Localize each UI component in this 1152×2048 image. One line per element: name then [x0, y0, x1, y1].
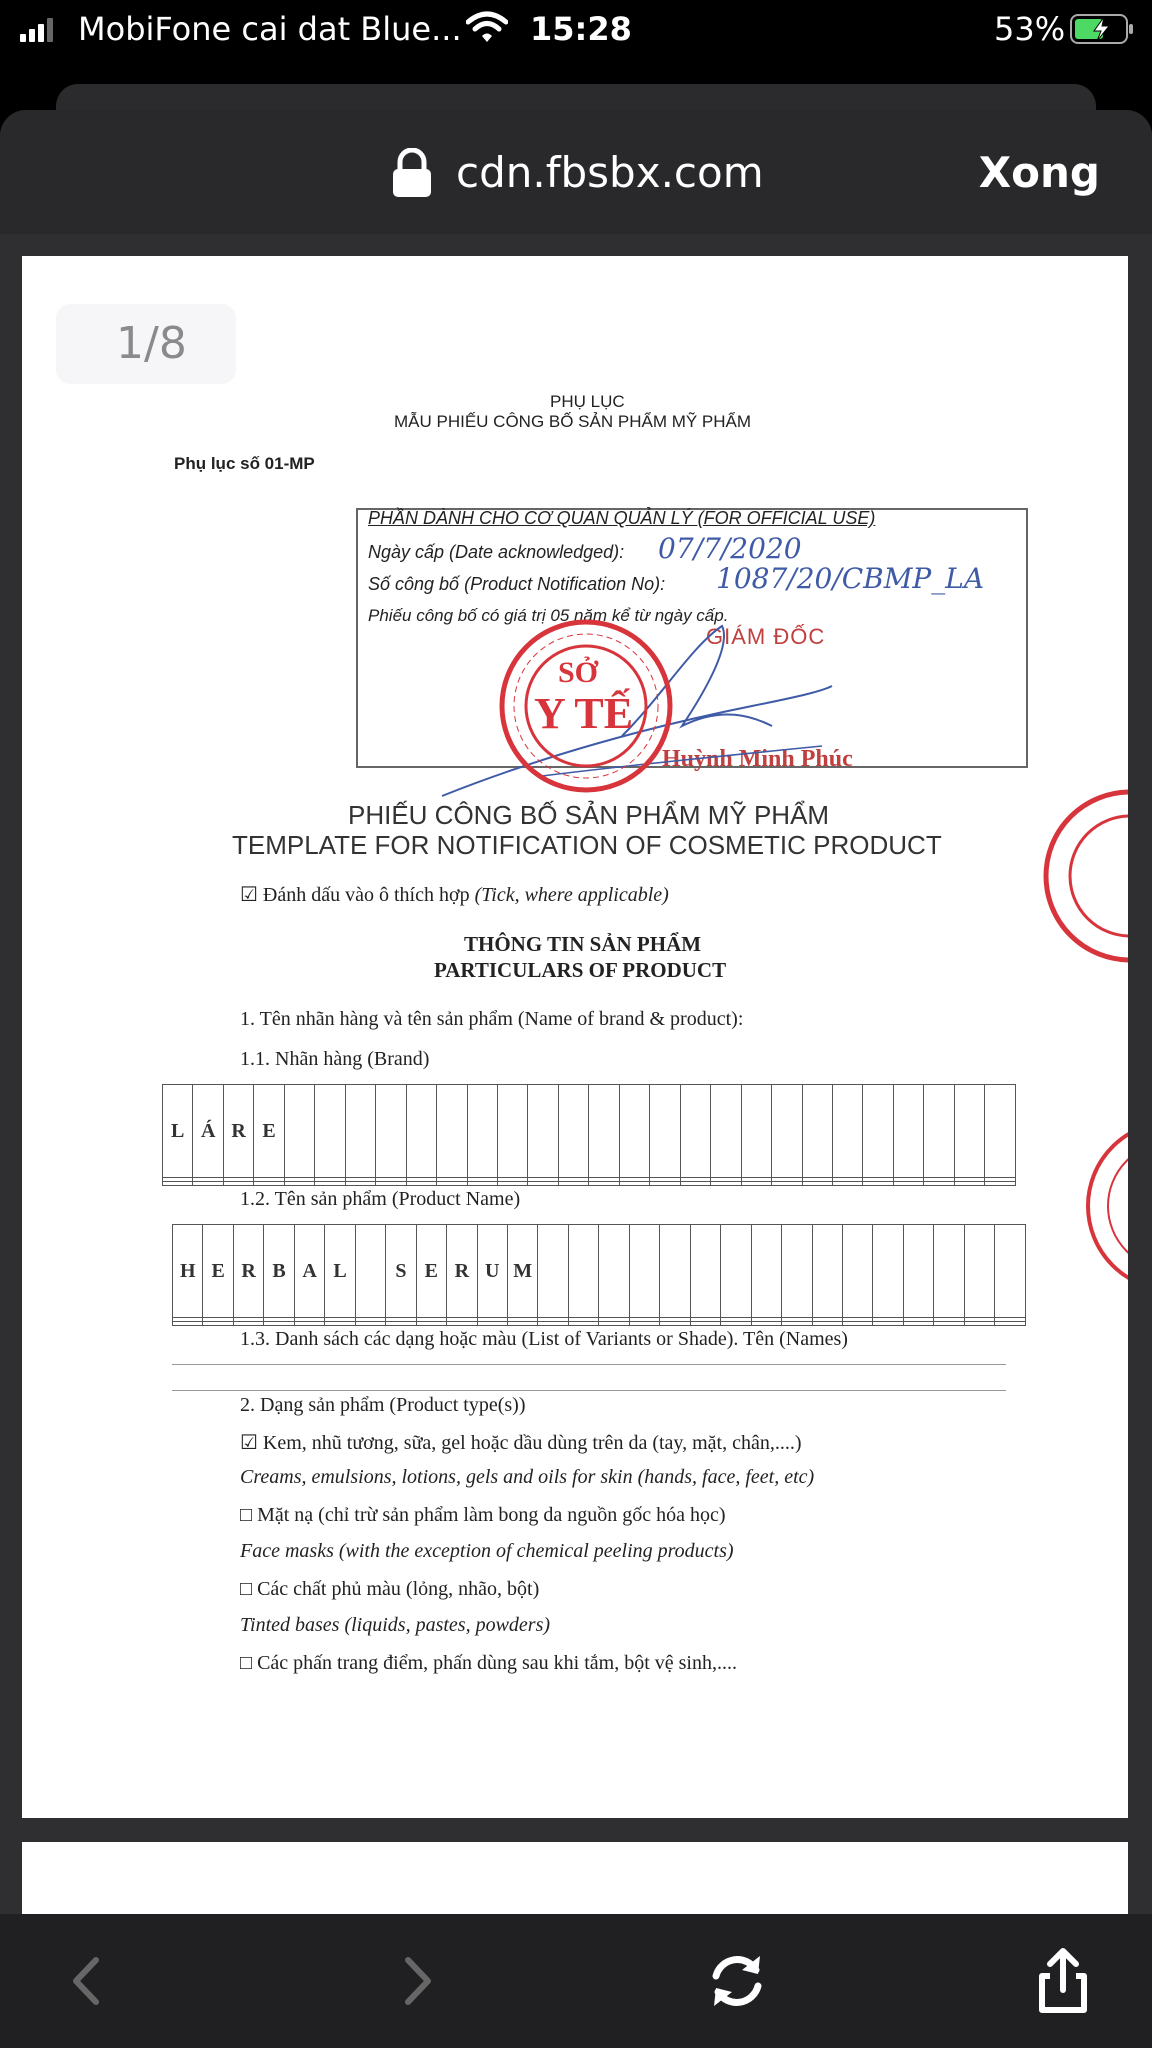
address-bar [0, 110, 1152, 234]
grid-cell [782, 1322, 812, 1326]
grid-cell [406, 1085, 436, 1178]
grid-cell [437, 1085, 467, 1178]
grid-cell [203, 1322, 233, 1326]
grid-cell [650, 1182, 680, 1186]
question-1-1: 1.1. Nhãn hàng (Brand) [240, 1048, 430, 1070]
question-1: 1. Tên nhãn hàng và tên sản phẩm (Name of brand & product): [240, 1008, 744, 1030]
variants-line-2 [172, 1390, 1006, 1391]
grid-cell [558, 1085, 588, 1178]
grid-cell: U [477, 1225, 507, 1318]
grid-cell: R [233, 1225, 263, 1318]
grid-cell [345, 1085, 375, 1178]
notification-number-label: Số công bố (Product Notification No): [368, 574, 666, 594]
grid-cell [386, 1322, 416, 1326]
question-2: 2. Dạng sản phẩm (Product type(s)) [240, 1394, 526, 1416]
notification-number-value: 1087/20/CBMP_LA [716, 562, 985, 595]
grid-cell [934, 1225, 964, 1318]
grid-cell [497, 1085, 527, 1178]
appendix-title: PHỤ LỤC [550, 392, 625, 411]
type-4-vi: □ Các phấn trang điểm, phấn dùng sau khi tắm, bột vệ sinh,.... [240, 1652, 737, 1674]
tick-note-en: (Tick, where applicable) [474, 884, 669, 906]
grid-cell [751, 1225, 781, 1318]
tick-note [240, 882, 669, 907]
grid-cell [163, 1182, 193, 1186]
grid-cell [690, 1322, 720, 1326]
grid-cell [802, 1085, 832, 1178]
grid-cell [680, 1085, 710, 1178]
grid-cell [893, 1085, 923, 1178]
grid-cell [376, 1085, 406, 1178]
grid-cell [995, 1322, 1026, 1326]
grid-row [173, 1322, 1026, 1326]
grid-cell [376, 1182, 406, 1186]
grid-cell [437, 1182, 467, 1186]
type-3-vi: □ Các chất phủ màu (lỏng, nhão, bột) [240, 1578, 540, 1600]
battery-charging-icon [1070, 14, 1134, 44]
grid-cell [721, 1225, 751, 1318]
grid-cell: Á [193, 1085, 223, 1178]
type-1-en: Creams, emulsions, lotions, gels and oils for skin (hands, face, feet, etc) [240, 1466, 815, 1488]
grid-cell [954, 1182, 984, 1186]
pdf-page [22, 256, 1128, 1818]
grid-cell [558, 1182, 588, 1186]
wifi-icon [466, 10, 508, 44]
grid-cell: L [325, 1225, 355, 1318]
grid-cell [863, 1182, 893, 1186]
grid-cell [589, 1182, 619, 1186]
grid-cell [315, 1085, 345, 1178]
grid-cell [528, 1085, 558, 1178]
grid-cell [812, 1225, 842, 1318]
grid-cell: L [163, 1085, 193, 1178]
grid-cell [995, 1225, 1026, 1318]
grid-cell [832, 1182, 862, 1186]
grid-cell [589, 1085, 619, 1178]
grid-cell [812, 1322, 842, 1326]
grid-cell [477, 1322, 507, 1326]
date-acknowledged-value: 07/7/2020 [658, 532, 802, 565]
grid-cell [873, 1225, 903, 1318]
grid-cell: B [264, 1225, 294, 1318]
grid-cell [619, 1182, 649, 1186]
grid-cell [507, 1322, 537, 1326]
grid-cell [284, 1085, 314, 1178]
grid-cell [741, 1085, 771, 1178]
grid-cell [751, 1322, 781, 1326]
grid-cell [934, 1322, 964, 1326]
grid-cell [954, 1085, 984, 1178]
question-1-2: 1.2. Tên sản phẩm (Product Name) [240, 1188, 521, 1210]
grid-row [163, 1182, 1016, 1186]
grid-cell [660, 1225, 690, 1318]
appendix-number: Phụ lục số 01-MP [174, 454, 315, 473]
done-button[interactable]: Xong [978, 148, 1100, 197]
grid-cell [345, 1182, 375, 1186]
grid-cell [223, 1182, 253, 1186]
grid-row [163, 1085, 1016, 1178]
type-1-vi: ☑ Kem, nhũ tương, sữa, gel hoặc dầu dùng trên da (tay, mặt, chân,....) [240, 1432, 802, 1454]
grid-cell [233, 1322, 263, 1326]
status-bar [0, 0, 1152, 60]
grid-cell [873, 1322, 903, 1326]
grid-cell [782, 1225, 812, 1318]
grid-cell: E [254, 1085, 284, 1178]
grid-cell [325, 1322, 355, 1326]
form-title-en: TEMPLATE FOR NOTIFICATION OF COSMETIC PRODUCT [232, 830, 942, 860]
carrier-name: MobiFone cai dat Blue... [78, 10, 462, 48]
pdf-page-next [22, 1842, 1128, 1922]
grid-cell [416, 1322, 446, 1326]
grid-cell [497, 1182, 527, 1186]
back-arrow-icon[interactable] [52, 1946, 122, 2016]
grid-cell: R [447, 1225, 477, 1318]
variants-line-1 [172, 1364, 1006, 1365]
clock: 15:28 [530, 10, 632, 48]
grid-cell [711, 1182, 741, 1186]
grid-cell [528, 1182, 558, 1186]
grid-cell: H [173, 1225, 203, 1318]
grid-cell: M [507, 1225, 537, 1318]
partial-stamp-right-lower [1082, 1116, 1128, 1296]
grid-cell [772, 1182, 802, 1186]
bottom-toolbar [0, 1914, 1152, 2048]
cellular-signal-icon [20, 18, 54, 42]
product-character-grid [172, 1224, 1026, 1326]
grid-cell [355, 1322, 385, 1326]
share-icon[interactable] [1028, 1946, 1098, 2016]
grid-cell [863, 1085, 893, 1178]
grid-cell [315, 1182, 345, 1186]
grid-cell [650, 1085, 680, 1178]
grid-cell [254, 1182, 284, 1186]
lock-icon [390, 148, 434, 198]
appendix-subtitle: MẪU PHIẾU CÔNG BỐ SẢN PHẨM MỸ PHẨM [394, 412, 752, 431]
date-acknowledged-label: Ngày cấp (Date acknowledged): [368, 542, 625, 562]
grid-cell [903, 1225, 933, 1318]
brand-character-grid [162, 1084, 1016, 1186]
grid-cell [924, 1085, 954, 1178]
grid-cell [964, 1225, 994, 1318]
grid-cell [284, 1182, 314, 1186]
grid-cell [568, 1322, 598, 1326]
stamp-text-so: SỞ [558, 656, 599, 689]
grid-cell [568, 1225, 598, 1318]
director-name: Huỳnh Minh Phúc [662, 746, 853, 772]
grid-cell [629, 1322, 659, 1326]
director-title: GIÁM ĐỐC [706, 624, 826, 649]
stamp-text-yte: Y TẾ [534, 689, 634, 738]
grid-cell [264, 1322, 294, 1326]
grid-cell [193, 1182, 223, 1186]
page-indicator: 1/8 [56, 304, 236, 384]
grid-cell [406, 1182, 436, 1186]
form-title-vi: PHIẾU CÔNG BỐ SẢN PHẨM MỸ PHẨM [348, 800, 830, 830]
grid-cell [690, 1225, 720, 1318]
validity-note: Phiếu công bố có giá trị 05 năm kể từ ngày cấp. [368, 606, 729, 625]
grid-cell: S [386, 1225, 416, 1318]
grid-cell [832, 1085, 862, 1178]
grid-cell [985, 1182, 1016, 1186]
type-3-en: Tinted bases (liquids, pastes, powders) [240, 1614, 551, 1636]
grid-cell [964, 1322, 994, 1326]
grid-cell [985, 1085, 1016, 1178]
grid-cell [903, 1322, 933, 1326]
partial-stamp-right [1040, 786, 1128, 966]
forward-arrow-icon[interactable] [382, 1946, 452, 2016]
grid-cell [802, 1182, 832, 1186]
grid-cell [447, 1322, 477, 1326]
grid-cell [842, 1225, 872, 1318]
grid-cell [842, 1322, 872, 1326]
grid-cell [721, 1322, 751, 1326]
grid-cell [599, 1225, 629, 1318]
grid-cell [355, 1225, 385, 1318]
grid-cell [680, 1182, 710, 1186]
section-title-en: PARTICULARS OF PRODUCT [434, 958, 727, 982]
grid-cell [467, 1182, 497, 1186]
grid-cell [294, 1322, 324, 1326]
grid-row [173, 1225, 1026, 1318]
grid-cell [741, 1182, 771, 1186]
reload-icon[interactable] [702, 1946, 772, 2016]
grid-cell [772, 1085, 802, 1178]
grid-cell [711, 1085, 741, 1178]
grid-cell [538, 1322, 568, 1326]
grid-cell [660, 1322, 690, 1326]
type-2-vi: □ Mặt nạ (chỉ trừ sản phẩm làm bong da nguồn gốc hóa học) [240, 1504, 726, 1526]
grid-cell: R [223, 1085, 253, 1178]
type-2-en: Face masks (with the exception of chemical peeling products) [240, 1540, 734, 1562]
grid-cell: E [416, 1225, 446, 1318]
grid-cell [893, 1182, 923, 1186]
grid-cell [467, 1085, 497, 1178]
grid-cell: E [203, 1225, 233, 1318]
grid-cell [924, 1182, 954, 1186]
section-title-vi: THÔNG TIN SẢN PHẨM [464, 932, 702, 956]
grid-cell [173, 1322, 203, 1326]
tick-note-vi: ☑ Đánh dấu vào ô thích hợp [240, 884, 470, 906]
official-use-heading: PHẦN DÀNH CHO CƠ QUAN QUẢN LÝ (FOR OFFICIAL USE) [368, 508, 876, 528]
grid-cell [619, 1085, 649, 1178]
url-text[interactable]: cdn.fbsbx.com [456, 148, 764, 197]
question-1-3: 1.3. Danh sách các dạng hoặc màu (List of Variants or Shade). Tên (Names) [240, 1328, 848, 1350]
grid-cell [629, 1225, 659, 1318]
battery-percent: 53% [994, 10, 1066, 48]
grid-cell: A [294, 1225, 324, 1318]
grid-cell [538, 1225, 568, 1318]
grid-cell [599, 1322, 629, 1326]
